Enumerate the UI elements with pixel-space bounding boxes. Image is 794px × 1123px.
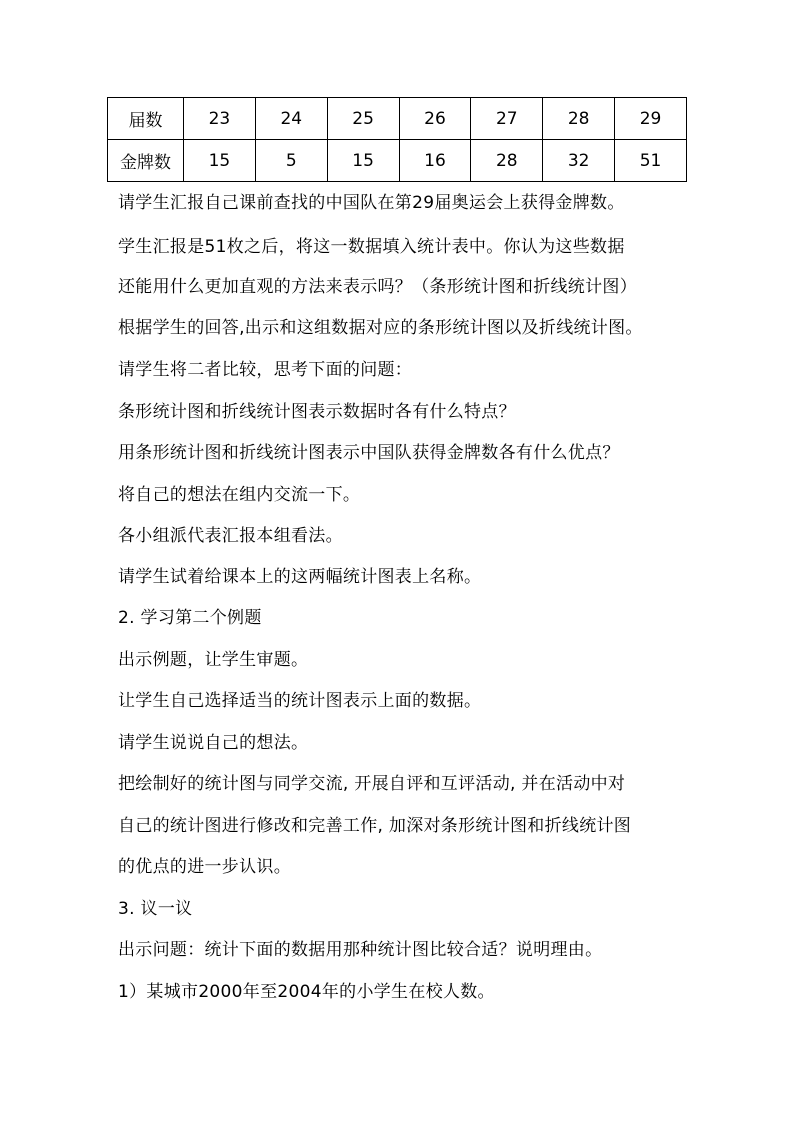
paragraph-line: 用条形统计图和折线统计图表示中国队获得金牌数各有什么优点？ xyxy=(118,443,620,463)
table-row xyxy=(108,140,687,182)
table-cell: 24 xyxy=(255,98,327,140)
row-header-edition: 届数 xyxy=(108,98,184,140)
paragraph-line: 根据学生的回答,出示和这组数据对应的条形统计图以及折线统计图。 xyxy=(118,318,643,338)
paragraph-line: 把绘制好的统计图与同学交流, 开展自评和互评活动, 并在活动中对 xyxy=(118,774,626,794)
table-cell: 26 xyxy=(399,98,471,140)
table-cell: 25 xyxy=(327,98,399,140)
table-cell: 15 xyxy=(327,140,399,182)
paragraph-line: 让学生自己选择适当的统计图表示上面的数据。 xyxy=(118,691,482,711)
paragraph-line: 请学生试着给课本上的这两幅统计图表上名称。 xyxy=(118,567,482,587)
row-header-medals: 金牌数 xyxy=(108,140,184,182)
paragraph-line: 请学生汇报自己课前查找的中国队在第29届奥运会上获得金牌数。 xyxy=(118,193,625,213)
paragraph-line: 出示问题：统计下面的数据用那种统计图比较合适？说明理由。 xyxy=(118,940,603,960)
paragraph-line: 各小组派代表汇报本组看法。 xyxy=(118,526,343,546)
table-cell: 5 xyxy=(255,140,327,182)
paragraph-line: 请学生说说自己的想法。 xyxy=(118,733,309,753)
section-heading: 2. 学习第二个例题 xyxy=(118,608,262,628)
paragraph-line: 将自己的想法在组内交流一下。 xyxy=(118,485,361,505)
table-cell: 15 xyxy=(184,140,256,182)
table-cell: 16 xyxy=(399,140,471,182)
table-cell: 29 xyxy=(615,98,687,140)
paragraph-line: 还能用什么更加直观的方法来表示吗？（条形统计图和折线统计图） xyxy=(118,277,637,297)
table-cell: 51 xyxy=(615,140,687,182)
paragraph-line: 条形统计图和折线统计图表示数据时各有什么特点？ xyxy=(118,402,516,422)
paragraph-line: 出示例题，让学生审题。 xyxy=(118,650,309,670)
paragraph-line: 自己的统计图进行修改和完善工作, 加深对条形统计图和折线统计图 xyxy=(118,816,632,836)
table-cell: 27 xyxy=(471,98,543,140)
table-cell: 32 xyxy=(543,140,615,182)
table-cell: 28 xyxy=(543,98,615,140)
medal-table xyxy=(107,97,687,182)
table-cell: 28 xyxy=(471,140,543,182)
paragraph-line: 1）某城市2000年至2004年的小学生在校人数。 xyxy=(118,982,495,1002)
section-heading: 3. 议一议 xyxy=(118,899,193,919)
table-cell: 23 xyxy=(184,98,256,140)
paragraph-line: 的优点的进一步认识。 xyxy=(118,857,291,877)
table-row xyxy=(108,98,687,140)
paragraph-line: 请学生将二者比较，思考下面的问题： xyxy=(118,360,413,380)
paragraph-line: 学生汇报是51枚之后，将这一数据填入统计表中。你认为这些数据 xyxy=(118,237,625,257)
